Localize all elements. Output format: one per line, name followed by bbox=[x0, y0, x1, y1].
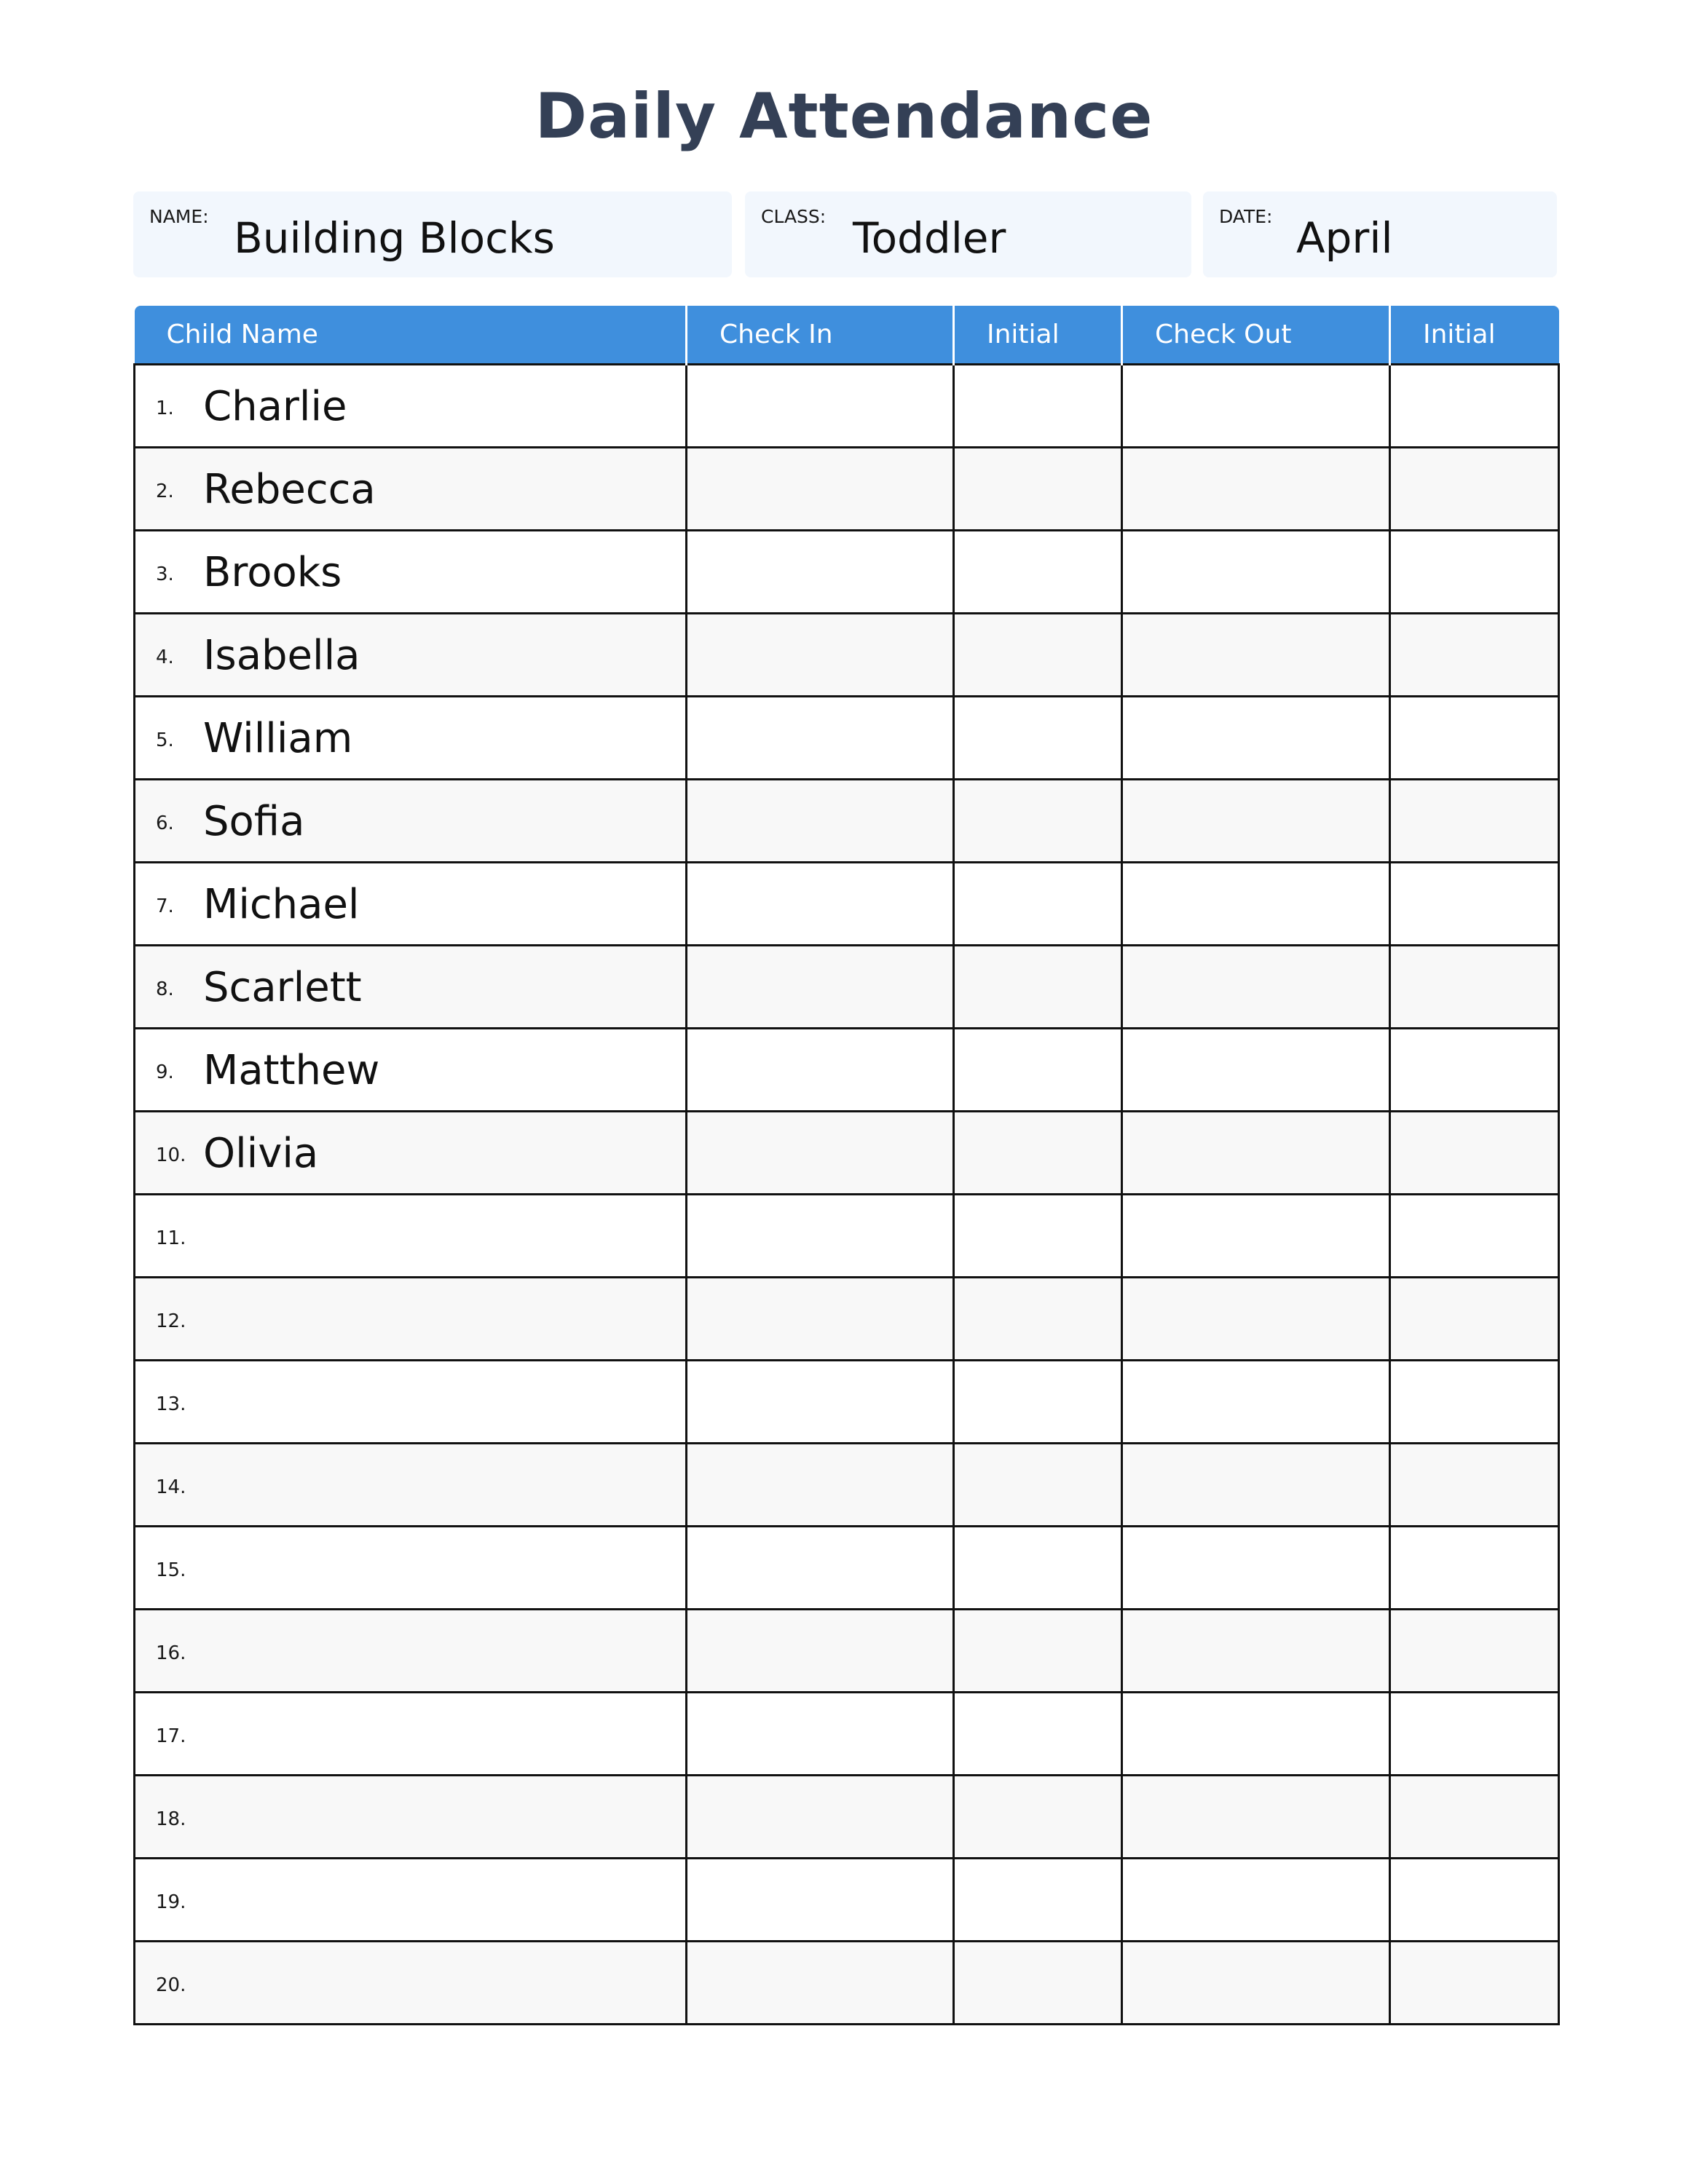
class-field-value[interactable]: Toddler bbox=[853, 213, 1006, 263]
child-name-cell[interactable] bbox=[135, 779, 687, 862]
check-out-cell[interactable] bbox=[1122, 1028, 1390, 1111]
table-body bbox=[135, 364, 1559, 2024]
check-out-cell[interactable] bbox=[1122, 1692, 1390, 1775]
initial-out-cell[interactable] bbox=[1390, 364, 1559, 447]
table-row bbox=[135, 1609, 1559, 1692]
child-name[interactable]: William bbox=[203, 714, 353, 762]
check-in-cell[interactable] bbox=[687, 1277, 954, 1360]
initial-in-cell[interactable] bbox=[954, 696, 1122, 779]
class-field-label: CLASS: bbox=[761, 206, 827, 227]
table-row bbox=[135, 1194, 1559, 1277]
date-field-box[interactable] bbox=[1203, 191, 1557, 277]
table-row bbox=[135, 1941, 1559, 2024]
check-in-cell[interactable] bbox=[687, 364, 954, 447]
child-name-cell[interactable] bbox=[135, 1028, 687, 1111]
initial-in-cell[interactable] bbox=[954, 447, 1122, 530]
initial-in-cell[interactable] bbox=[954, 1775, 1122, 1858]
table-row bbox=[135, 613, 1559, 696]
date-field-value[interactable]: April bbox=[1296, 213, 1393, 263]
row-number: 8. bbox=[156, 978, 174, 1000]
check-in-cell[interactable] bbox=[687, 1775, 954, 1858]
check-in-cell[interactable] bbox=[687, 530, 954, 613]
child-name-cell[interactable] bbox=[135, 1277, 687, 1360]
table-row bbox=[135, 1277, 1559, 1360]
check-in-cell[interactable] bbox=[687, 1443, 954, 1526]
child-name[interactable]: Charlie bbox=[203, 382, 347, 430]
initial-in-cell[interactable] bbox=[954, 1941, 1122, 2024]
initial-out-cell[interactable] bbox=[1390, 779, 1559, 862]
child-name[interactable]: Sofia bbox=[203, 797, 305, 845]
row-number: 19. bbox=[156, 1891, 186, 1913]
row-number: 3. bbox=[156, 563, 174, 585]
initial-out-cell[interactable] bbox=[1390, 1028, 1559, 1111]
initial-out-cell[interactable] bbox=[1390, 1194, 1559, 1277]
check-out-cell[interactable] bbox=[1122, 862, 1390, 945]
row-number: 5. bbox=[156, 729, 174, 751]
check-in-cell[interactable] bbox=[687, 779, 954, 862]
check-in-cell[interactable] bbox=[687, 945, 954, 1028]
row-number: 6. bbox=[156, 812, 174, 834]
initial-out-cell[interactable] bbox=[1390, 1692, 1559, 1775]
initial-out-cell[interactable] bbox=[1390, 1775, 1559, 1858]
header-initial-in: Initial bbox=[954, 306, 1122, 364]
attendance-table bbox=[133, 306, 1560, 2025]
row-number: 16. bbox=[156, 1642, 186, 1664]
child-name-cell[interactable] bbox=[135, 1526, 687, 1609]
check-in-cell[interactable] bbox=[687, 1692, 954, 1775]
initial-out-cell[interactable] bbox=[1390, 1526, 1559, 1609]
row-number: 9. bbox=[156, 1061, 174, 1083]
row-number: 12. bbox=[156, 1310, 186, 1332]
initial-in-cell[interactable] bbox=[954, 1277, 1122, 1360]
check-in-cell[interactable] bbox=[687, 1194, 954, 1277]
row-number: 11. bbox=[156, 1227, 186, 1249]
table-row bbox=[135, 1111, 1559, 1194]
check-in-cell[interactable] bbox=[687, 1526, 954, 1609]
header-check-out: Check Out bbox=[1122, 306, 1390, 364]
table-row bbox=[135, 1858, 1559, 1941]
child-name-cell[interactable] bbox=[135, 1692, 687, 1775]
child-name-cell[interactable] bbox=[135, 862, 687, 945]
table-row bbox=[135, 945, 1559, 1028]
initial-in-cell[interactable] bbox=[954, 1194, 1122, 1277]
child-name-cell[interactable] bbox=[135, 1858, 687, 1941]
check-out-cell[interactable] bbox=[1122, 1609, 1390, 1692]
initial-in-cell[interactable] bbox=[954, 1609, 1122, 1692]
child-name-cell[interactable] bbox=[135, 1111, 687, 1194]
initial-in-cell[interactable] bbox=[954, 1443, 1122, 1526]
child-name-cell[interactable] bbox=[135, 945, 687, 1028]
child-name-cell[interactable] bbox=[135, 1360, 687, 1443]
child-name-cell[interactable] bbox=[135, 530, 687, 613]
check-out-cell[interactable] bbox=[1122, 1111, 1390, 1194]
child-name[interactable]: Scarlett bbox=[203, 963, 362, 1011]
header-child-name: Child Name bbox=[135, 306, 687, 364]
check-in-cell[interactable] bbox=[687, 862, 954, 945]
date-field-label: DATE: bbox=[1219, 206, 1273, 227]
table-row bbox=[135, 696, 1559, 779]
initial-out-cell[interactable] bbox=[1390, 613, 1559, 696]
table-row bbox=[135, 862, 1559, 945]
table-row bbox=[135, 779, 1559, 862]
name-field-value[interactable]: Building Blocks bbox=[234, 213, 555, 263]
row-number: 13. bbox=[156, 1393, 186, 1415]
child-name[interactable]: Isabella bbox=[203, 631, 360, 679]
initial-out-cell[interactable] bbox=[1390, 862, 1559, 945]
check-in-cell[interactable] bbox=[687, 696, 954, 779]
initial-in-cell[interactable] bbox=[954, 945, 1122, 1028]
initial-in-cell[interactable] bbox=[954, 1111, 1122, 1194]
initial-out-cell[interactable] bbox=[1390, 530, 1559, 613]
check-out-cell[interactable] bbox=[1122, 1443, 1390, 1526]
check-in-cell[interactable] bbox=[687, 1111, 954, 1194]
page-title: Daily Attendance bbox=[535, 80, 1153, 153]
initial-out-cell[interactable] bbox=[1390, 1443, 1559, 1526]
initial-out-cell[interactable] bbox=[1390, 945, 1559, 1028]
class-field-box[interactable] bbox=[745, 191, 1191, 277]
child-name[interactable]: Rebecca bbox=[203, 465, 376, 513]
table-row bbox=[135, 1360, 1559, 1443]
table-row bbox=[135, 530, 1559, 613]
row-number: 20. bbox=[156, 1974, 186, 1996]
check-out-cell[interactable] bbox=[1122, 779, 1390, 862]
row-number: 17. bbox=[156, 1725, 186, 1747]
check-out-cell[interactable] bbox=[1122, 1277, 1390, 1360]
initial-in-cell[interactable] bbox=[954, 530, 1122, 613]
check-out-cell[interactable] bbox=[1122, 613, 1390, 696]
initial-in-cell[interactable] bbox=[954, 613, 1122, 696]
check-in-cell[interactable] bbox=[687, 1941, 954, 2024]
table-header-row bbox=[135, 306, 1559, 364]
check-out-cell[interactable] bbox=[1122, 1775, 1390, 1858]
row-number: 2. bbox=[156, 480, 174, 502]
row-number: 18. bbox=[156, 1808, 186, 1830]
child-name-cell[interactable] bbox=[135, 1941, 687, 2024]
initial-out-cell[interactable] bbox=[1390, 1858, 1559, 1941]
child-name-cell[interactable] bbox=[135, 1443, 687, 1526]
child-name-cell[interactable] bbox=[135, 1609, 687, 1692]
child-name[interactable]: Michael bbox=[203, 880, 360, 928]
row-number: 4. bbox=[156, 646, 174, 668]
initial-in-cell[interactable] bbox=[954, 779, 1122, 862]
initial-out-cell[interactable] bbox=[1390, 1360, 1559, 1443]
check-out-cell[interactable] bbox=[1122, 447, 1390, 530]
initial-out-cell[interactable] bbox=[1390, 1609, 1559, 1692]
initial-in-cell[interactable] bbox=[954, 1526, 1122, 1609]
table-row bbox=[135, 1526, 1559, 1609]
initial-in-cell[interactable] bbox=[954, 364, 1122, 447]
initial-in-cell[interactable] bbox=[954, 862, 1122, 945]
child-name-cell[interactable] bbox=[135, 364, 687, 447]
row-number: 14. bbox=[156, 1476, 186, 1498]
check-in-cell[interactable] bbox=[687, 1858, 954, 1941]
check-out-cell[interactable] bbox=[1122, 364, 1390, 447]
check-out-cell[interactable] bbox=[1122, 696, 1390, 779]
check-in-cell[interactable] bbox=[687, 1360, 954, 1443]
check-in-cell[interactable] bbox=[687, 1609, 954, 1692]
header-initial-out: Initial bbox=[1390, 306, 1559, 364]
initial-out-cell[interactable] bbox=[1390, 1277, 1559, 1360]
check-out-cell[interactable] bbox=[1122, 1941, 1390, 2024]
child-name-cell[interactable] bbox=[135, 696, 687, 779]
row-number: 7. bbox=[156, 895, 174, 917]
check-in-cell[interactable] bbox=[687, 1028, 954, 1111]
row-number: 10. bbox=[156, 1144, 186, 1166]
check-out-cell[interactable] bbox=[1122, 1360, 1390, 1443]
table-row bbox=[135, 364, 1559, 447]
child-name-cell[interactable] bbox=[135, 1194, 687, 1277]
child-name[interactable]: Matthew bbox=[203, 1046, 380, 1094]
check-in-cell[interactable] bbox=[687, 447, 954, 530]
name-field-label: NAME: bbox=[149, 206, 209, 227]
initial-in-cell[interactable] bbox=[954, 1028, 1122, 1111]
table-row bbox=[135, 1692, 1559, 1775]
initial-out-cell[interactable] bbox=[1390, 447, 1559, 530]
row-number: 15. bbox=[156, 1559, 186, 1581]
check-out-cell[interactable] bbox=[1122, 1194, 1390, 1277]
table-row bbox=[135, 447, 1559, 530]
table-row bbox=[135, 1775, 1559, 1858]
table-row bbox=[135, 1443, 1559, 1526]
initial-out-cell[interactable] bbox=[1390, 1111, 1559, 1194]
table-row bbox=[135, 1028, 1559, 1111]
check-out-cell[interactable] bbox=[1122, 1526, 1390, 1609]
child-name-cell[interactable] bbox=[135, 447, 687, 530]
initial-in-cell[interactable] bbox=[954, 1360, 1122, 1443]
check-in-cell[interactable] bbox=[687, 613, 954, 696]
initial-out-cell[interactable] bbox=[1390, 696, 1559, 779]
initial-in-cell[interactable] bbox=[954, 1858, 1122, 1941]
check-out-cell[interactable] bbox=[1122, 530, 1390, 613]
child-name-cell[interactable] bbox=[135, 613, 687, 696]
child-name[interactable]: Olivia bbox=[203, 1129, 319, 1177]
name-field-box[interactable] bbox=[133, 191, 732, 277]
row-number: 1. bbox=[156, 397, 174, 419]
child-name-cell[interactable] bbox=[135, 1775, 687, 1858]
child-name[interactable]: Brooks bbox=[203, 548, 342, 596]
initial-in-cell[interactable] bbox=[954, 1692, 1122, 1775]
check-out-cell[interactable] bbox=[1122, 1858, 1390, 1941]
check-out-cell[interactable] bbox=[1122, 945, 1390, 1028]
initial-out-cell[interactable] bbox=[1390, 1941, 1559, 2024]
header-check-in: Check In bbox=[687, 306, 954, 364]
